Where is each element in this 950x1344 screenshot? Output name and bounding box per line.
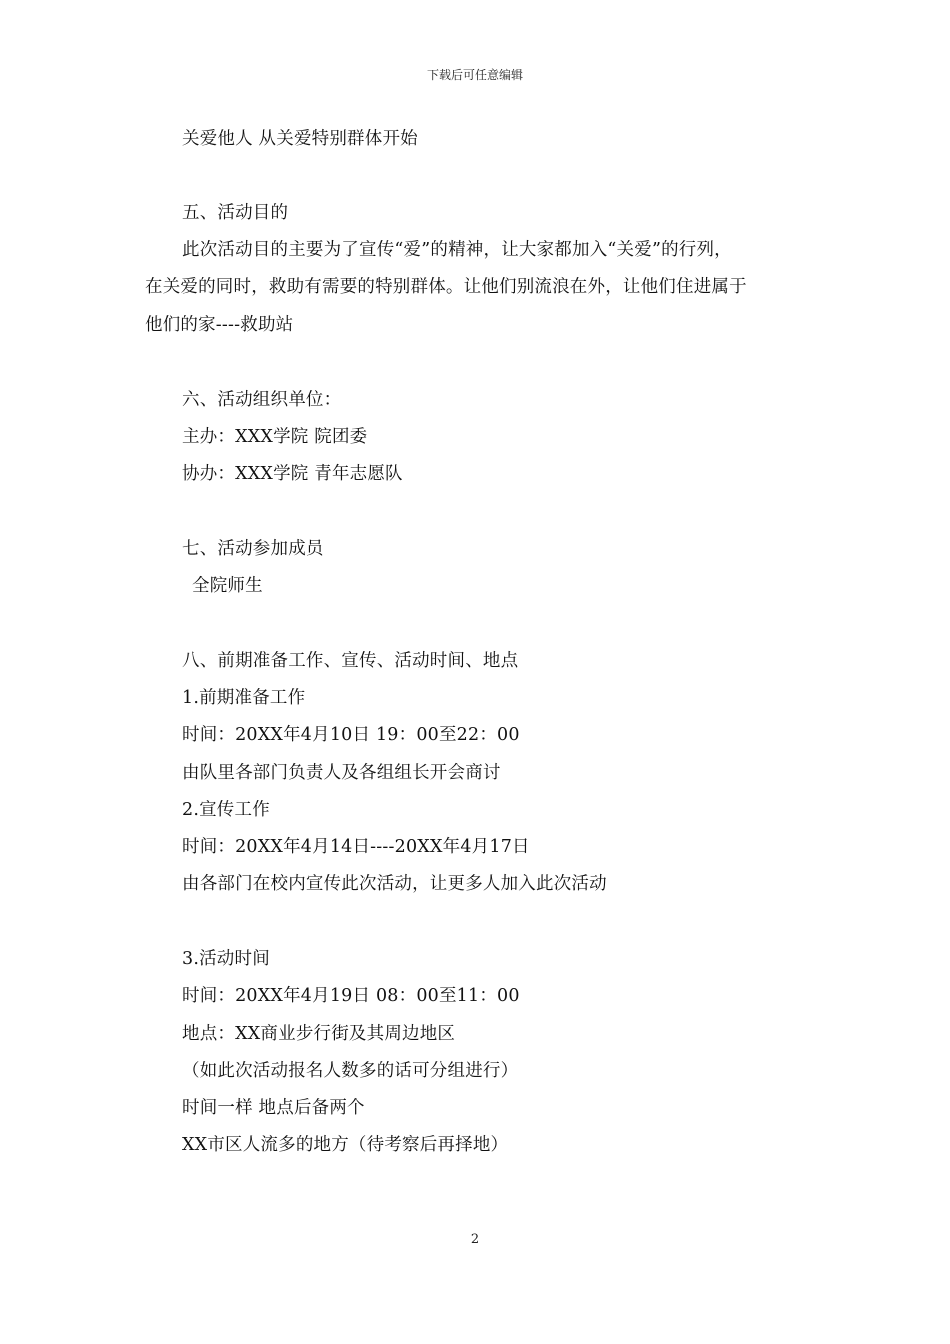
- section5-paragraph-line2: 在关爱的同时，救助有需要的特别群体。让他们别流浪在外，让他们住进属于: [145, 277, 747, 297]
- event-time: 时间：20XX年4月19日 08：00至11：00: [182, 986, 520, 1006]
- event-backup-place: XX市区人流多的地方（待考察后再择地）: [182, 1135, 509, 1155]
- header-note: 下载后可任意编辑: [426, 68, 523, 82]
- section6-heading: 六、活动组织单位：: [182, 390, 342, 410]
- promo-description: 由各部门在校内宣传此次活动，让更多人加入此次活动: [182, 874, 607, 894]
- promo-title: 2.宣传工作: [182, 800, 270, 820]
- section7-members: 全院师生: [192, 576, 263, 596]
- section5-paragraph-line1: 此次活动目的主要为了宣传“爱”的精神，让大家都加入“关爱”的行列，: [182, 240, 732, 260]
- event-title: 3.活动时间: [182, 949, 270, 969]
- section8-heading: 八、前期准备工作、宣传、活动时间、地点: [182, 651, 519, 671]
- event-note: （如此次活动报名人数多的话可分组进行）: [182, 1061, 519, 1081]
- section5-paragraph-line3: 他们的家----救助站: [145, 315, 294, 335]
- prep-time: 时间：20XX年4月10日 19：00至22：00: [182, 725, 520, 745]
- section5-heading: 五、活动目的: [182, 203, 289, 223]
- section6-host: 主办：XXX学院 院团委: [182, 427, 368, 447]
- event-place: 地点：XX商业步行街及其周边地区: [182, 1024, 456, 1044]
- section7-heading: 七、活动参加成员: [182, 539, 324, 559]
- page-number: 2: [470, 1232, 480, 1247]
- prep-title: 1.前期准备工作: [182, 688, 306, 708]
- document-title: 关爱他人 从关爱特别群体开始: [182, 129, 418, 149]
- prep-description: 由队里各部门负责人及各组组长开会商讨: [182, 763, 501, 783]
- section6-cohost: 协办：XXX学院 青年志愿队: [182, 464, 403, 484]
- event-backup: 时间一样 地点后备两个: [182, 1098, 365, 1118]
- promo-time: 时间：20XX年4月14日----20XX年4月17日: [182, 837, 530, 857]
